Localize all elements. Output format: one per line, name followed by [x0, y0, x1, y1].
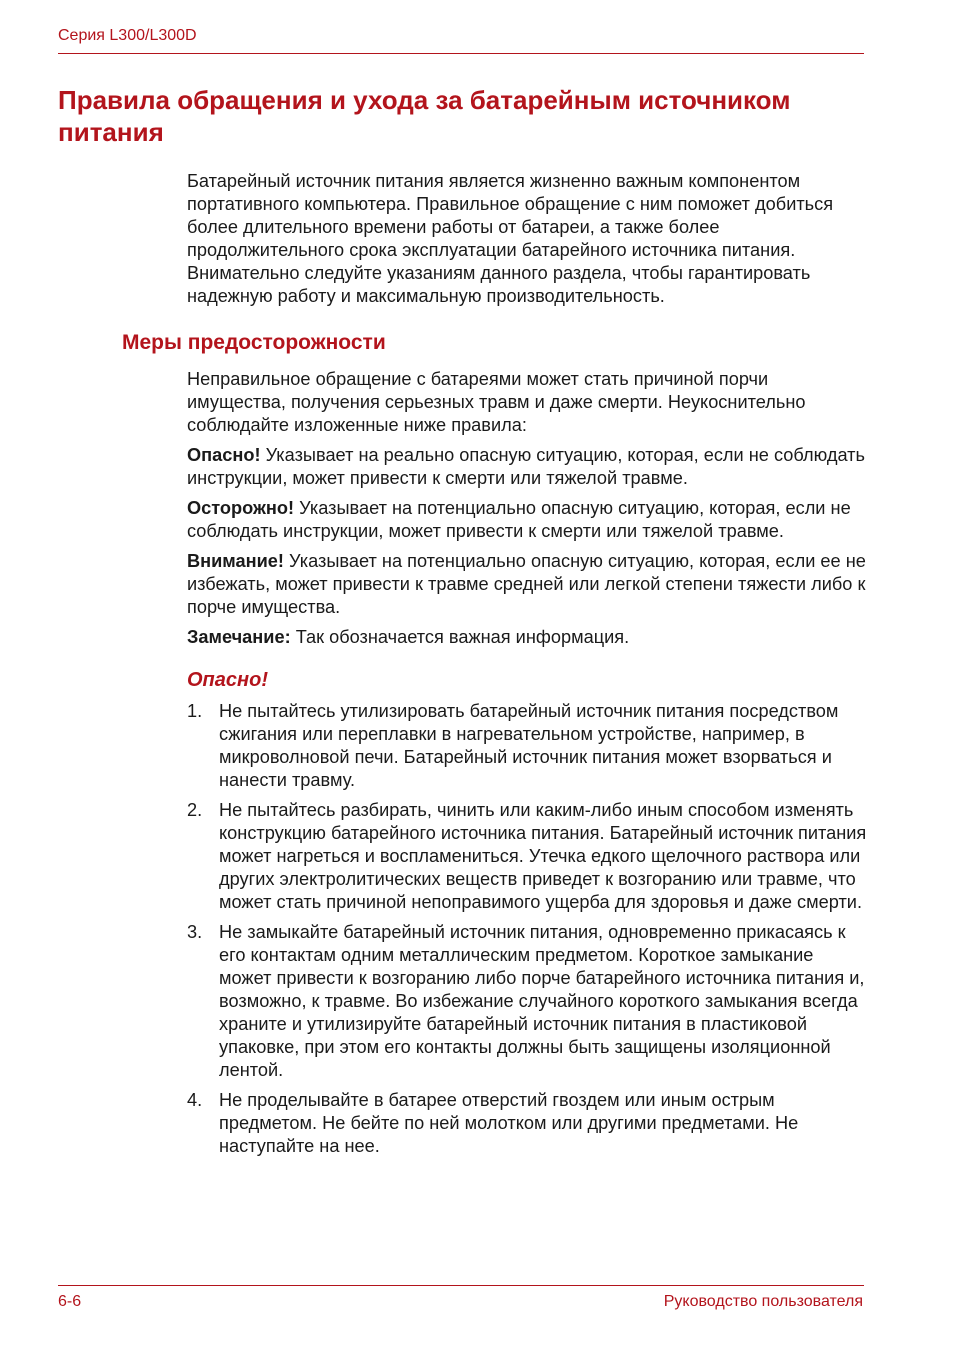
list-item: [187, 700, 867, 792]
precautions-heading: Меры предосторожности: [122, 331, 386, 354]
definition-text: Так обозначается важная информация.: [290, 627, 630, 647]
list-item-text: Не замыкайте батарейный источник питания, одновременно прикасаясь к его контактам одним металлическим предметом. Короткое замыкание может привести к возгоранию либо порче батарейного источника питания и, возможно, к травме. Во избежание случайного короткого замыкания всегда храните и утилизируйте батарейный источник питания в пластиковой упаковке, при этом его контакты должны быть защищены изоляционной лентой.: [219, 922, 865, 1080]
definition-term: Внимание!: [187, 551, 284, 571]
list-item-number: 1.: [187, 701, 203, 721]
list-item: [187, 921, 867, 1082]
running-header: Серия L300/L300D: [58, 27, 197, 44]
manual-title: Руководство пользователя: [663, 1293, 863, 1310]
definition-term: Опасно!: [187, 445, 261, 465]
list-item-text: Не пытайтесь разбирать, чинить или каким-либо иным способом изменять конструкцию батарейного источника питания. Батарейный источник питания может нагреться и воспламениться. Утечка едкого щелочного раствора или других электролитических веществ приведет к возгоранию или травме, что может стать причиной непоправимого ущерба для здоровья и даже смерти.: [219, 800, 867, 912]
page-number: 6-6: [58, 1293, 82, 1310]
definition-term: Осторожно!: [187, 498, 295, 518]
main-content: [122, 170, 867, 1165]
definition-term: Замечание:: [187, 627, 291, 647]
definition-danger: [187, 444, 867, 490]
list-item-number: 2.: [187, 800, 203, 820]
footer-rule: [58, 1285, 864, 1286]
list-item-text: Не проделывайте в батарее отверстий гвоздем или иным острым предметом. Не бейте по ней молотком или другими предметами. Не наступайте на нее.: [219, 1090, 799, 1156]
list-item-number: 3.: [187, 922, 203, 942]
definition-text: Указывает на потенциально опасную ситуацию, которая, если ее не избежать, может привести к травме средней или легкой степени тяжести либо к порче имущества.: [187, 551, 866, 617]
header-rule: [58, 53, 864, 54]
list-item: [187, 1089, 867, 1158]
list-item: [187, 799, 867, 914]
page-title: Правила обращения и ухода за батарейным источником питания: [58, 85, 791, 147]
precautions-lead: Неправильное обращение с батареями может стать причиной порчи имущества, получения серьезных травм и даже смерти. Неукоснительно соблюдайте изложенные ниже правила:: [187, 369, 806, 435]
intro-paragraph: Батарейный источник питания является жизненно важным компонентом портативного компьютера. Правильное обращение с ним поможет добиться более длительного времени работы от батареи, а также более продолжительного срока эксплуатации батарейного источника питания. Внимательно следуйте указаниям данного раздела, чтобы гарантировать надежную работу и максимальную производительность.: [187, 171, 834, 306]
definition-text: Указывает на потенциально опасную ситуацию, которая, если не соблюдать инструкции, может привести к смерти или тяжелой травме.: [187, 498, 851, 541]
list-item-number: 4.: [187, 1090, 203, 1110]
definition-note: [187, 626, 867, 649]
list-item-text: Не пытайтесь утилизировать батарейный источник питания посредством сжигания или переплавки в нагревательном устройстве, например, в микроволновой печи. Батарейный источник питания может взорваться и нанести травму.: [219, 701, 839, 790]
danger-list: [187, 700, 867, 1158]
danger-heading: Опасно!: [187, 669, 268, 691]
definition-caution: [187, 550, 867, 619]
definition-text: Указывает на реально опасную ситуацию, которая, если не соблюдать инструкции, может привести к смерти или тяжелой травме.: [187, 445, 865, 488]
definition-warning: [187, 497, 867, 543]
